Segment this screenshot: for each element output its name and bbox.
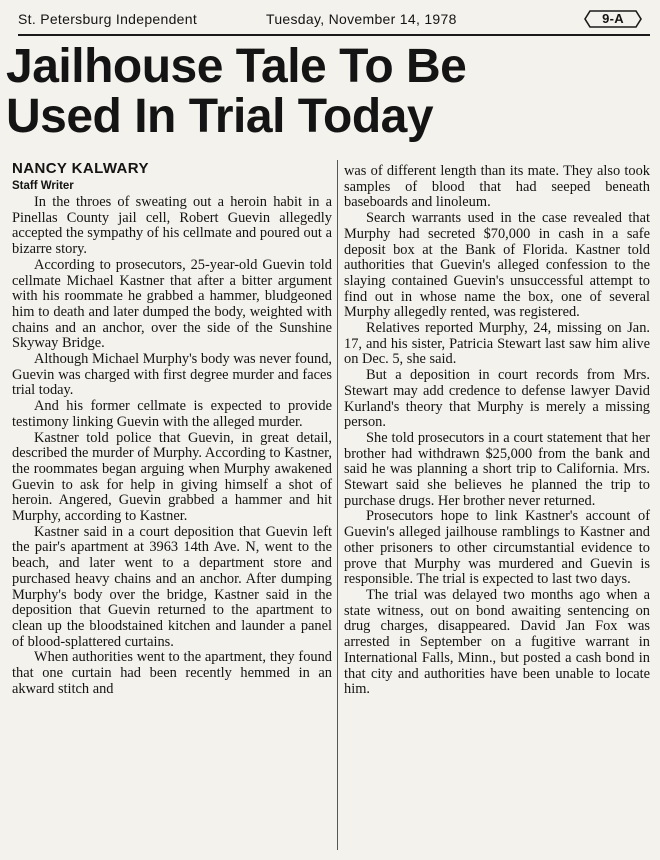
paragraph: In the throes of sweating out a heroin habit in a Pinellas County jail cell, Robert Guevin allegedly accepted the sympathy of his cellmate and poured out a bizarre story. bbox=[12, 194, 332, 258]
paragraph: Search warrants used in the case revealed that Murphy had secreted $70,000 in cash in a safe deposit box at the Bank of Florida. Kastner told authorities that Guevin's alleged confession to the slaying contained Guevin's unsuccessful attempt to find out in whose name the box, one of several Murphy allegedly rented, was registered. bbox=[344, 210, 650, 321]
page-number-badge bbox=[584, 10, 642, 28]
paragraph: According to prosecutors, 25-year-old Guevin told cellmate Michael Kastner that after a bitter argument with his roommate he grabbed a hammer, bludgeoned him to death and later dumped the body, weighted with chains and an anchor, over the side of the Sunshine Skyway Bridge. bbox=[12, 256, 332, 352]
masthead bbox=[18, 4, 650, 36]
paragraph: Prosecutors hope to link Kastner's account of Guevin's alleged jailhouse ramblings to Kastner and other prisoners to other circumstantial evidence to prove that Murphy was murdered and Guevin is responsible. The trial is expected to last two days. bbox=[344, 508, 650, 588]
page-number: 9-A bbox=[602, 11, 624, 26]
paragraph: The trial was delayed two months ago when a state witness, out on bond awaiting sentencing on drug charges, disappeared. David Jan Fox was arrested in September on a fugitive warrant in International Falls, Minn., but posted a cash bond in that city and authorities have been unable to locate him. bbox=[344, 586, 650, 698]
paragraph-continuation: was of different length than its mate. They also took samples of blood that had seeped beneath baseboards and linoleum. bbox=[344, 163, 650, 211]
paragraph: Although Michael Murphy's body was never found, Guevin was charged with first degree murder and faces trial today. bbox=[12, 351, 332, 399]
headline bbox=[6, 42, 652, 142]
article-column-2 bbox=[344, 164, 650, 698]
column-divider bbox=[337, 160, 338, 850]
paragraph: Relatives reported Murphy, 24, missing on Jan. 17, and his sister, Patricia Stewart last saw him alive on Dec. 5, she said. bbox=[344, 320, 650, 368]
issue-date: Tuesday, November 14, 1978 bbox=[266, 11, 457, 27]
paragraph: She told prosecutors in a court statement that her brother had withdrawn $25,000 from the bank and said he was planning a short trip to California. Mrs. Stewart said she believes he planned the trip to purchase drugs. Her brother never returned. bbox=[344, 429, 650, 509]
byline-role: Staff Writer bbox=[12, 180, 74, 192]
paragraph: Kastner told police that Guevin, in great detail, described the murder of Murphy. According to Kastner, the roommates began arguing when Murphy awakened Guevin to ask for help in giving himself a shot of heroin. Angered, Guevin grabbed a hammer and hit Murphy, according to Kastner. bbox=[12, 429, 332, 525]
headline-line-2: Used In Trial Today bbox=[6, 90, 434, 143]
headline-line-1: Jailhouse Tale To Be bbox=[6, 40, 467, 93]
paragraph: And his former cellmate is expected to provide testimony linking Guevin with the alleged murder. bbox=[12, 398, 332, 430]
newspaper-name: St. Petersburg Independent bbox=[18, 11, 198, 27]
paragraph: Kastner said in a court deposition that Guevin left the pair's apartment at 3963 14th Ave. N, went to the beach, and later went to a department store and purchased heavy chains and an anchor. After dumping Murphy's body over the bridge, Kastner said in the deposition that Guevin returned to the apartment to clean up the bloodstained kitchen and launder a panel of blood-splattered curtains. bbox=[12, 523, 332, 650]
paragraph: When authorities went to the apartment, they found that one curtain had been recently hemmed in an akward stitch and bbox=[12, 649, 332, 697]
paragraph: But a deposition in court records from Mrs. Stewart may add credence to defense lawyer David Kurland's theory that Murphy is merely a missing person. bbox=[344, 367, 650, 431]
article-column-1 bbox=[12, 160, 332, 698]
byline-author: NANCY KALWARY bbox=[12, 160, 149, 177]
